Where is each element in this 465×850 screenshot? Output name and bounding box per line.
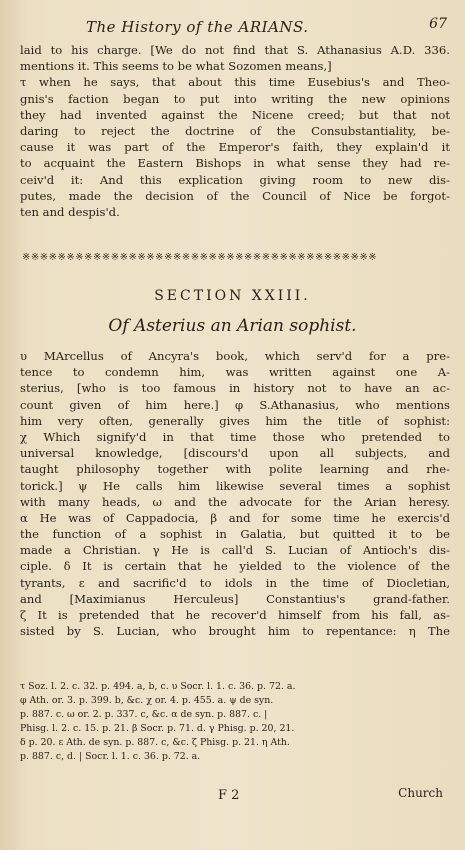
section-title: Of Asterius an Arian sophist. — [108, 316, 357, 336]
footnote-line: p. 887. c, d. | Socr. l. 1. c. 36. p. 72. a. — [20, 751, 201, 762]
text-line: tyrants, ε and sacrific'd to idols in the time of Diocletian, — [20, 575, 450, 590]
footnote-line: Phisg. l. 2. c. 15. p. 21. β Socr. p. 71. d. γ Phisg. p. 20, 21. — [20, 723, 295, 734]
page-number: 67 — [429, 16, 447, 32]
text-line: him very often, generally gives him the title of sophist: — [20, 413, 450, 428]
footnote-line: δ p. 20. ε Ath. de syn. p. 887. c, &c. ζ Phisg. p. 21. η Ath. — [20, 737, 290, 748]
text-line: ζ It is pretended that he recover'd himself from his fall, as- — [20, 608, 450, 622]
text-line: they had invented against the Nicene creed; but that not — [20, 107, 450, 122]
text-line: and [Maximianus Herculeus] Constantius's grand-father. — [20, 591, 450, 606]
text-line: α He was of Cappadocia, β and for some time he exercis'd — [20, 510, 450, 525]
text-line: universal knowledge, [discours'd upon all subjects, and — [20, 446, 450, 461]
text-line: ten and despis'd. — [20, 204, 120, 219]
catchword: Church — [398, 786, 443, 800]
text-line: sisted by S. Lucian, who brought him to repentance: η The — [20, 624, 450, 639]
text-line: ciple. δ It is certain that he yielded to the violence of the — [20, 559, 450, 574]
continued-text — [20, 42, 450, 220]
text-line: to acquaint the Eastern Bishops in what sense they had re- — [20, 156, 450, 171]
text-line: τ when he says, that about this time Eusebius's and Theo- — [20, 75, 450, 90]
text-line: ceiv'd it: And this explication giving room to new dis- — [20, 172, 450, 187]
section-paragraph — [20, 348, 450, 639]
footnotes — [20, 680, 450, 764]
text-line: torick.] ψ He calls him likewise several times a sophist — [20, 478, 450, 493]
footnote-line: φ Ath. or. 3. p. 399. b, &c. χ or. 4. p. 455. a. ψ de syn. — [20, 695, 274, 706]
text-line: taught philosophy together with polite learning and rhe- — [20, 462, 450, 477]
running-title: The History of the ARIANS. — [86, 18, 309, 36]
text-line: gnis's faction began to put into writing the new opinions — [20, 91, 450, 106]
text-line: tence to condemn him, was written against one A- — [20, 365, 450, 380]
ornamental-divider: ※※※※※※※※※※※※※※※※※※※※※※※※※※※※※※※※※※※※※※※※ — [22, 252, 378, 263]
text-line: υ MArcellus of Ancyra's book, which serv'd for a pre- — [20, 349, 450, 363]
text-line: putes, made the decision of the Council of Nice be forgot- — [20, 188, 450, 203]
text-line: count given of him here.] φ S.Athanasius, who mentions — [20, 397, 450, 412]
text-line: χ Which signify'd in that time those who pretended to — [20, 429, 450, 444]
footnote-line: p. 887. c. ω or. 2. p. 337. c, &c. α de syn. p. 887. c. | — [20, 709, 268, 720]
text-line: with many heads, ω and the advocate for the Arian heresy. — [20, 494, 450, 509]
text-line: laid to his charge. [We do not find that S. Athanasius A.D. 336. — [20, 43, 450, 57]
text-line: cause it was part of the Emperor's faith, they explain'd it — [20, 140, 450, 155]
footnote-line: τ Soz. l. 2. c. 32. p. 494. a, b, c. υ Socr. l. 1. c. 36. p. 72. a. — [20, 681, 296, 692]
text-line: made a Christian. γ He is call'd S. Lucian of Antioch's dis- — [20, 543, 450, 558]
section-heading: SECTION XXIII. — [154, 288, 311, 304]
text-line: the function of a sophist in Galatia, but quitted it to be — [20, 527, 450, 542]
text-line: mentions it. This seems to be what Sozomen means,] — [20, 59, 332, 74]
text-line: daring to reject the doctrine of the Consubstantiality, be- — [20, 123, 450, 138]
page-header — [0, 8, 465, 38]
signature-mark: F 2 — [218, 788, 240, 803]
text-line: sterius, [who is too famous in history not to have an ac- — [20, 381, 450, 396]
